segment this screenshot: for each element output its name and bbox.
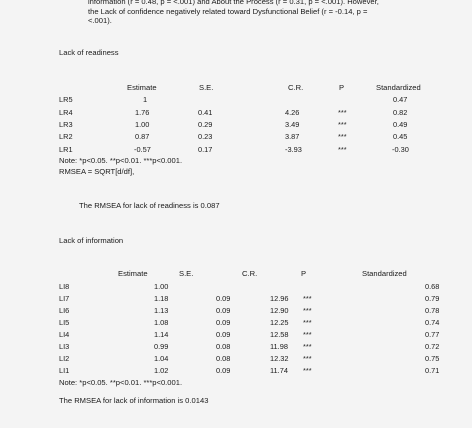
information-header-se: S.E. (179, 269, 194, 278)
table-cell-p: *** (303, 342, 312, 351)
table-cell-standardized: 0.78 (425, 306, 440, 315)
table-cell-estimate: 1.02 (154, 366, 169, 375)
readiness-rmsea-statement: The RMSEA for lack of readiness is 0.087 (79, 201, 220, 210)
table-row-label: LI2 (59, 354, 70, 363)
intro-paragraph (88, 0, 448, 26)
table-cell-estimate: 1.13 (154, 306, 169, 315)
table-cell-se: 0.09 (216, 294, 231, 303)
table-cell-se: 0.41 (198, 108, 213, 117)
table-row-label: LI6 (59, 306, 70, 315)
table-cell-p: *** (303, 294, 312, 303)
table-cell-cr: 12.25 (270, 318, 289, 327)
table-cell-estimate: 1.18 (154, 294, 169, 303)
information-rmsea-statement: The RMSEA for lack of information is 0.0143 (59, 396, 209, 405)
table-cell-se: 0.17 (198, 145, 213, 154)
table-cell-se: 0.29 (198, 120, 213, 129)
table-cell-estimate: 1 (143, 95, 148, 104)
table-cell-standardized: 0.68 (425, 282, 440, 291)
readiness-header-standardized: Standardized (376, 83, 421, 92)
readiness-note: Note: *p<0.05. **p<0.01. ***p<0.001. (59, 156, 183, 165)
table-cell-p: *** (303, 354, 312, 363)
table-row-label: LI8 (59, 282, 70, 291)
table-row-label: LI7 (59, 294, 70, 303)
table-cell-p: *** (338, 145, 347, 154)
table-cell-cr: -3.93 (285, 145, 302, 154)
table-row-label: LI4 (59, 330, 70, 339)
table-cell-se: 0.09 (216, 330, 231, 339)
table-cell-estimate: 0.87 (135, 132, 150, 141)
table-cell-se: 0.08 (216, 354, 231, 363)
table-cell-se: 0.09 (216, 318, 231, 327)
table-cell-standardized: 0.72 (425, 342, 440, 351)
table-cell-cr: 11.98 (270, 342, 288, 351)
table-cell-p: *** (303, 318, 312, 327)
table-cell-standardized: 0.79 (425, 294, 440, 303)
table-cell-p: *** (303, 366, 312, 375)
table-cell-cr: 3.87 (285, 132, 300, 141)
table-cell-cr: 12.32 (270, 354, 289, 363)
table-cell-estimate: 1.76 (135, 108, 150, 117)
table-cell-p: *** (338, 132, 347, 141)
table-cell-cr: 3.49 (285, 120, 300, 129)
table-cell-se: 0.09 (216, 306, 231, 315)
table-cell-estimate: 1.14 (154, 330, 169, 339)
table-cell-se: 0.09 (216, 366, 231, 375)
table-cell-estimate: 1.04 (154, 354, 169, 363)
information-note: Note: *p<0.05. **p<0.01. ***p<0.001. (59, 378, 183, 387)
table-cell-standardized: 0.71 (425, 366, 440, 375)
table-cell-estimate: 1.00 (135, 120, 150, 129)
table-row-label: LI5 (59, 318, 70, 327)
information-header-estimate: Estimate (118, 269, 148, 278)
table-cell-standardized: 0.75 (425, 354, 440, 363)
table-cell-estimate: 0.99 (154, 342, 169, 351)
table-cell-standardized: 0.74 (425, 318, 440, 327)
table-row-label: LI1 (59, 366, 70, 375)
information-heading: Lack of information (59, 236, 124, 245)
intro-line: the Lack of confidence negatively related toward Dysfunctional Belief (r = -0.14, p = (88, 6, 368, 16)
readiness-header-estimate: Estimate (127, 83, 157, 92)
table-row-label: LR1 (59, 145, 73, 154)
table-cell-estimate: -0.57 (134, 145, 151, 154)
table-cell-cr: 12.58 (270, 330, 289, 339)
rmsea-formula: RMSEA = SQRT[d/df], (59, 167, 135, 176)
readiness-header-p: P (339, 83, 345, 92)
table-cell-cr: 11.74 (270, 366, 288, 375)
table-cell-standardized: 0.77 (425, 330, 440, 339)
table-row-label: LR2 (59, 132, 73, 141)
table-row-label: LI3 (59, 342, 70, 351)
information-header-cr: C.R. (242, 269, 258, 278)
table-cell-standardized: -0.30 (392, 145, 409, 154)
table-cell-p: *** (303, 306, 312, 315)
information-header-p: P (301, 269, 307, 278)
table-cell-standardized: 0.82 (393, 108, 408, 117)
table-cell-estimate: 1.00 (154, 282, 169, 291)
table-cell-cr: 4.26 (285, 108, 300, 117)
table-row-label: LR3 (59, 120, 73, 129)
information-header-standardized: Standardized (362, 269, 407, 278)
table-cell-p: *** (338, 120, 347, 129)
table-cell-cr: 12.90 (270, 306, 289, 315)
table-cell-se: 0.23 (198, 132, 213, 141)
intro-line: <.001). (88, 16, 112, 26)
intro-line: information (r = 0.48, p = <.001) and About the Process (r = 0.31, p = <.001). However, (88, 0, 379, 6)
table-cell-cr: 12.96 (270, 294, 289, 303)
table-row-label: LR4 (59, 108, 73, 117)
table-cell-standardized: 0.49 (393, 120, 408, 129)
table-cell-estimate: 1.08 (154, 318, 169, 327)
table-row-label: LR5 (59, 95, 73, 104)
table-cell-p: *** (338, 108, 347, 117)
table-cell-standardized: 0.45 (393, 132, 408, 141)
table-cell-se: 0.08 (216, 342, 231, 351)
readiness-heading: Lack of readiness (59, 48, 119, 57)
readiness-header-cr: C.R. (288, 83, 304, 92)
table-cell-p: *** (303, 330, 312, 339)
table-cell-standardized: 0.47 (393, 95, 408, 104)
readiness-header-se: S.E. (199, 83, 214, 92)
